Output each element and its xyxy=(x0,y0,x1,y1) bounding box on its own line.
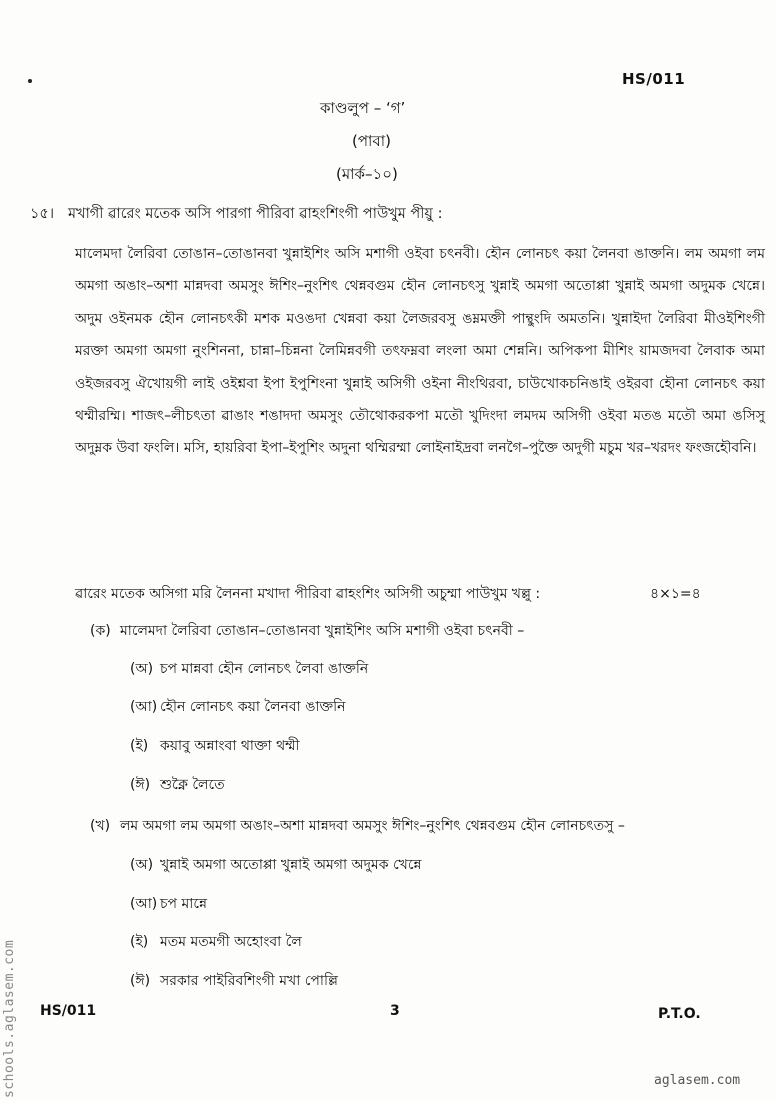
option-text: কয়াবু অন্নাংবা থাক্তা থম্মী xyxy=(160,738,300,754)
paper-code-top: HS/011 xyxy=(622,70,686,88)
option-text: চপ মান্নে xyxy=(160,896,207,912)
option-label: (আ) xyxy=(130,699,158,715)
option-item xyxy=(130,969,338,993)
option-label: (ঈ) xyxy=(130,777,151,793)
question-heading xyxy=(30,203,442,227)
page-number: 3 xyxy=(390,1003,400,1019)
option-text: শুক্নৈ লৈতে xyxy=(160,777,225,793)
side-watermark: schools.aglasem.com xyxy=(2,939,17,1098)
option-text: চপ মান্নবা হৌন লোনচৎ লৈবা ঙাক্তনি xyxy=(160,661,369,677)
option-label: (ই) xyxy=(130,738,149,754)
sub-question-ka xyxy=(90,619,524,643)
sub-question-label: (খ) xyxy=(90,818,111,834)
option-item xyxy=(130,695,345,719)
section-subtitle: (পাবা) xyxy=(352,132,391,150)
option-item xyxy=(130,734,300,758)
option-label: (ঈ) xyxy=(130,973,151,989)
paper-code-bottom: HS/011 xyxy=(40,1003,97,1019)
margin-dot xyxy=(28,79,32,83)
option-label: (অ) xyxy=(130,857,154,873)
sub-question-kha xyxy=(90,814,625,838)
option-item xyxy=(130,773,225,797)
option-label: (আ) xyxy=(130,896,158,912)
option-item xyxy=(130,892,207,916)
question-number: ১৫। xyxy=(30,206,55,222)
sub-question-label: (ক) xyxy=(90,623,111,639)
sub-question-text: মালেমদা লৈরিবা তোঙান–তোঙানবা খুন্নাইশিং অসি মশাগী ওইবা চৎনবী – xyxy=(120,623,525,639)
option-item xyxy=(130,657,368,681)
option-label: (ই) xyxy=(130,934,149,950)
section-marks: (মার্ক–১০) xyxy=(336,165,398,183)
option-text: হৌন লোনচৎ কয়া লৈনবা ঙাক্তনি xyxy=(160,699,346,715)
option-text: খুন্নাই অমগা অতোপ্পা খুন্নাই অমগা অদুমক খেন্নে xyxy=(160,857,422,873)
section-title: কাণ্ডলুপ – ‘গ’ xyxy=(320,99,406,117)
reading-passage: মালেমদা লৈরিবা তোঙান–তোঙানবা খুন্নাইশিং অসি মশাগী ওইবা চৎনবী। হৌন লোনচৎ কয়া লৈনবা ঙাক্তনি। লম অমগা লম অমগা অঙাং–অশা মান্নদবা অমসুং ঈশিং–নুংশিৎ থেন্নবগুম হৌন লোনচৎসু খুন্নাই অমগা অতোপ্পা খুন্নাই অমগা অদুমক খেন্নে। অদুম ওইনমক হৌন লোনচৎকী মশক মওঙদা খেন্নবা কয়া লৈজরবসু ঙম্নমক্তী পান্থুংদি অমতনি। খুন্নাইদা লৈরিবা মীওইশিংগী মরক্তা অমগা অমগা নুংশিননা, চান্না–চিন্ননা লৈমিন্নবগী তৎফম্নবা লংলা অমা শেন্ননি। অপিকপা মীশিং য়ামজদবা লৈবাক অমা ওইজরবসু ঐখোয়গী লাই ওইশ্নবা ইপা ইপুশিংনা খুন্নাই অসিগী ওইনা নীংথিরবা, চাউখোকচনিঙাই ওইরবা হৌনা লোনচৎ কয়া থম্মীরম্মি। শাজৎ–লীচৎতা ৱাঙাং শঙাদদা অমসুং তৌথোকরকপা মতৌ খুদিংদা লমদম অসিগী ওইবা মতঙ মতৌ অমা ঙসিসু অদুম্নক উবা ফংলি। মসি, হায়রিবা ইপা–ইপুশিং অদুনা থম্মিরম্মা লোইনাইদ্রবা লনগৈ–পুক্তৈ অদুগী মচুম খর–খরদং ফংজহৌবনি। xyxy=(75,246,765,457)
option-text: মতম মতমগী অহোংবা লৈ xyxy=(160,934,302,950)
pto-label: P.T.O. xyxy=(658,1006,701,1022)
bottom-watermark: aglasem.com xyxy=(654,1073,741,1088)
option-item xyxy=(130,930,302,954)
option-label: (অ) xyxy=(130,661,154,677)
option-text: সরকার পাইরিবশিংগী মখা পোল্লি xyxy=(160,973,338,989)
question-instruction: মখাগী ৱারেং মতেক অসি পারগা পীরিবা ৱাহংশিংগী পাউখুম পীয়ু : xyxy=(68,206,443,222)
sub-instruction: ৱারেং মতেক অসিগা মরি লৈননা মখাদা পীরিবা ৱাহংশিং অসিগী অচুম্মা পাউখুম খল্লু : xyxy=(75,586,541,602)
option-item xyxy=(130,853,421,877)
sub-marks: ৪×১=৪ xyxy=(650,586,701,602)
sub-question-text: লম অমগা লম অমগা অঙাং–অশা মান্নদবা অমসুং ঈশিং–নুংশিৎ থেন্নবগুম হৌন লোনচৎতসু – xyxy=(120,818,625,834)
